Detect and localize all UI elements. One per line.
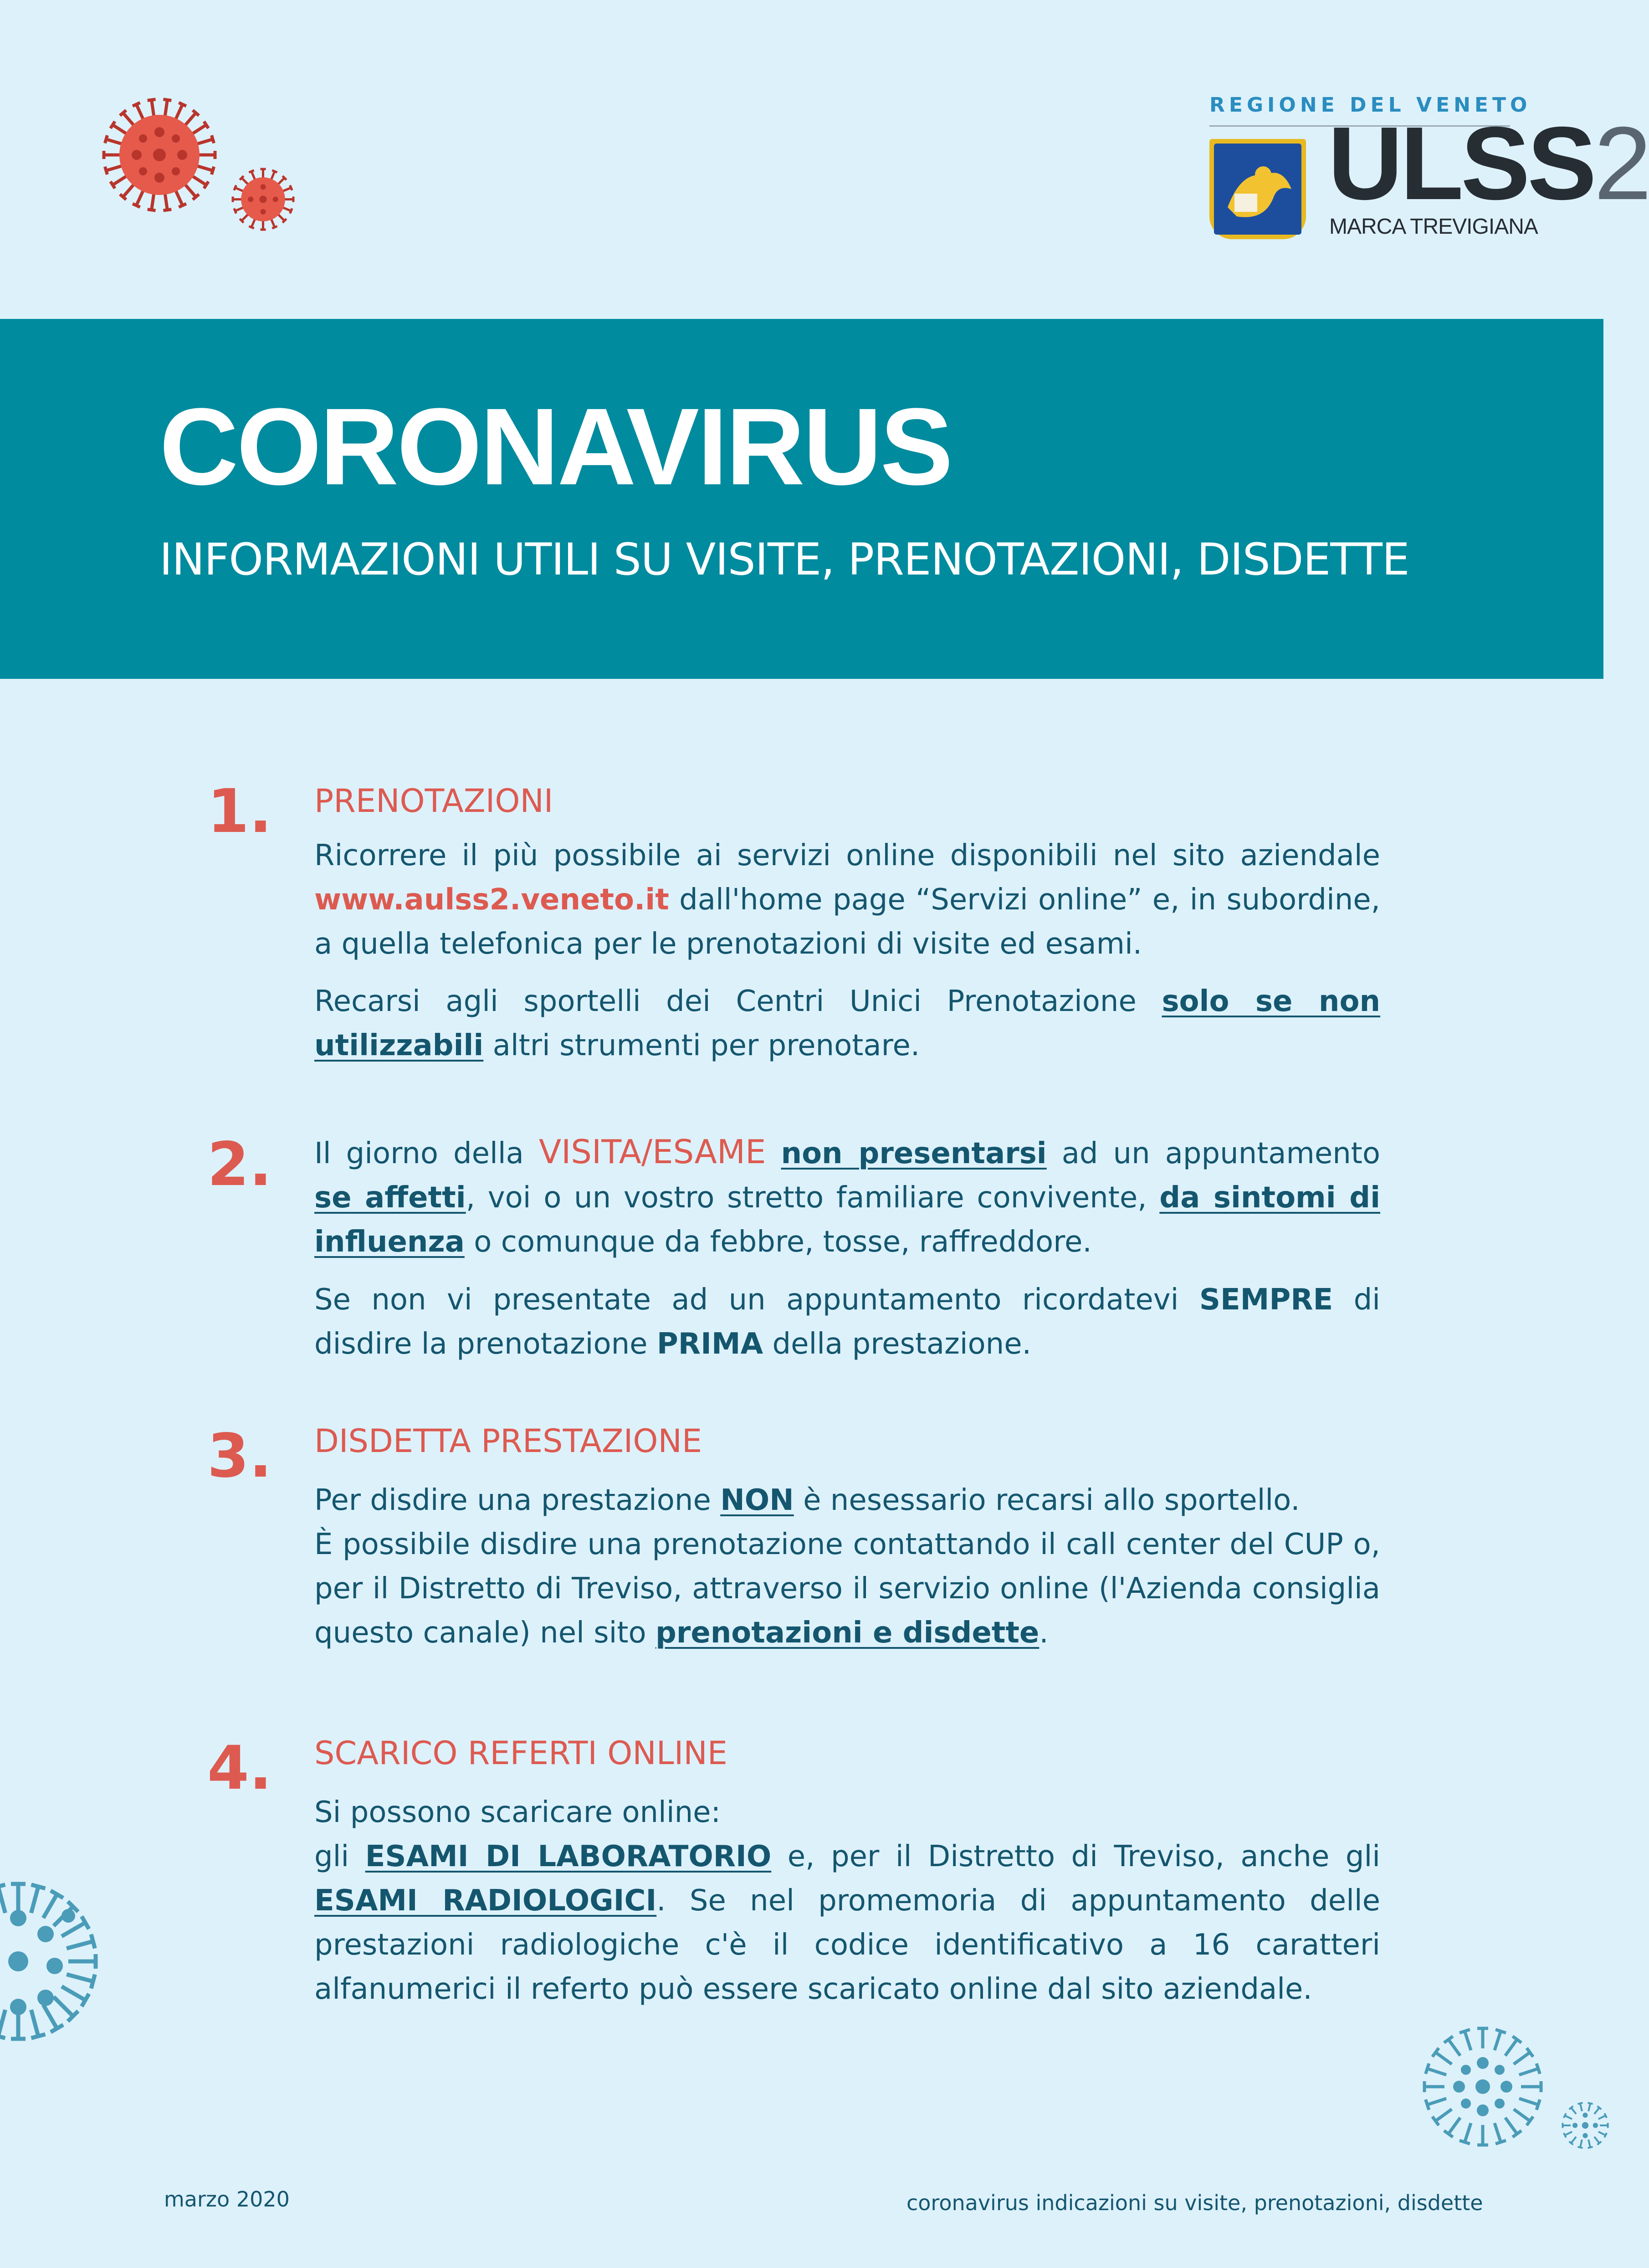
section-3-paragraph-1: Per disdire una prestazione NON è nesessario recarsi allo sportello. È possibile disdire una prenotazione contattando il call center del CUP o, per il Distretto di Treviso, attraverso il servizio online (l'Azienda consiglia questo canale) nel sito prenotazioni e disdette. [314,1483,1380,1650]
ulss2-logotype: ULSS2 [1328,106,1649,221]
logo-subtitle: MARCA TREVIGIANA [1329,215,1538,239]
section-1-number: 1. [207,776,272,847]
lion-of-st-mark-crest-icon [1209,139,1306,239]
website-link[interactable]: www.aulss2.veneto.it [314,883,669,917]
page-subtitle: INFORMAZIONI UTILI SU VISITE, PRENOTAZIONI, DISDETTE [159,534,1409,585]
footer-date: marzo 2020 [164,2187,290,2212]
section-3-number: 3. [207,1421,272,1491]
section-4-paragraph-1: Si possono scaricare online: gli ESAMI DI LABORATORIO e, per il Distretto di Treviso, anche gli ESAMI RADIOLOGICI. Se nel promemoria di appuntamento delle prestazioni radiologiche c'è il codice identificativo a 16 caratteri alfanumerici il referto può essere scaricato online dal sito aziendale. [314,1796,1381,2006]
section-2-paragraph-2: Se non vi presentate ad un appuntamento ricordatevi SEMPRE di disdire la prenotazione PRIMA della prestazione. [314,1283,1381,1361]
section-2-number: 2. [207,1129,272,1200]
virus-red-large-icon [100,96,219,214]
virus-blue-right-icon [1419,2023,1547,2150]
section-4-number: 4. [207,1733,272,1803]
section-1-paragraph-2: Recarsi agli sportelli dei Centri Unici Prenotazione solo se non utilizzabili altri strumenti per prenotare. [314,985,1381,1062]
section-4-title: SCARICO REFERTI ONLINE [314,1734,727,1772]
section-1-title: PRENOTAZIONI [314,782,553,820]
virus-red-small-icon [230,166,296,232]
virus-blue-tiny-icon [1558,2091,1613,2160]
virus-blue-left-icon [0,1863,100,2059]
section-3-title: DISDETTA PRESTAZIONE [314,1422,702,1460]
region-label: REGIONE DEL VENETO [1209,93,1531,117]
section-1-paragraph-1: Ricorrere il più possibile ai servizi online disponibili nel sito aziendale www.aulss2.veneto.it dall'home page “Servizi online” e, in subordine, a quella telefonica per le prenotazioni di visite ed esami. [314,839,1380,961]
page-title: CORONAVIRUS [159,385,952,508]
section-2-paragraph-1: Il giorno della VISITA/ESAME non presentarsi ad un appuntamento se affetti, voi o un vostro stretto familiare convivente, da sintomi di influenza o comunque da febbre, tosse, raffreddore. [314,1133,1381,1259]
footer-caption: coronavirus indicazioni su visite, prenotazioni, disdette [906,2191,1483,2215]
prenotazioni-disdette-link[interactable]: prenotazioni e disdette [655,1616,1040,1650]
